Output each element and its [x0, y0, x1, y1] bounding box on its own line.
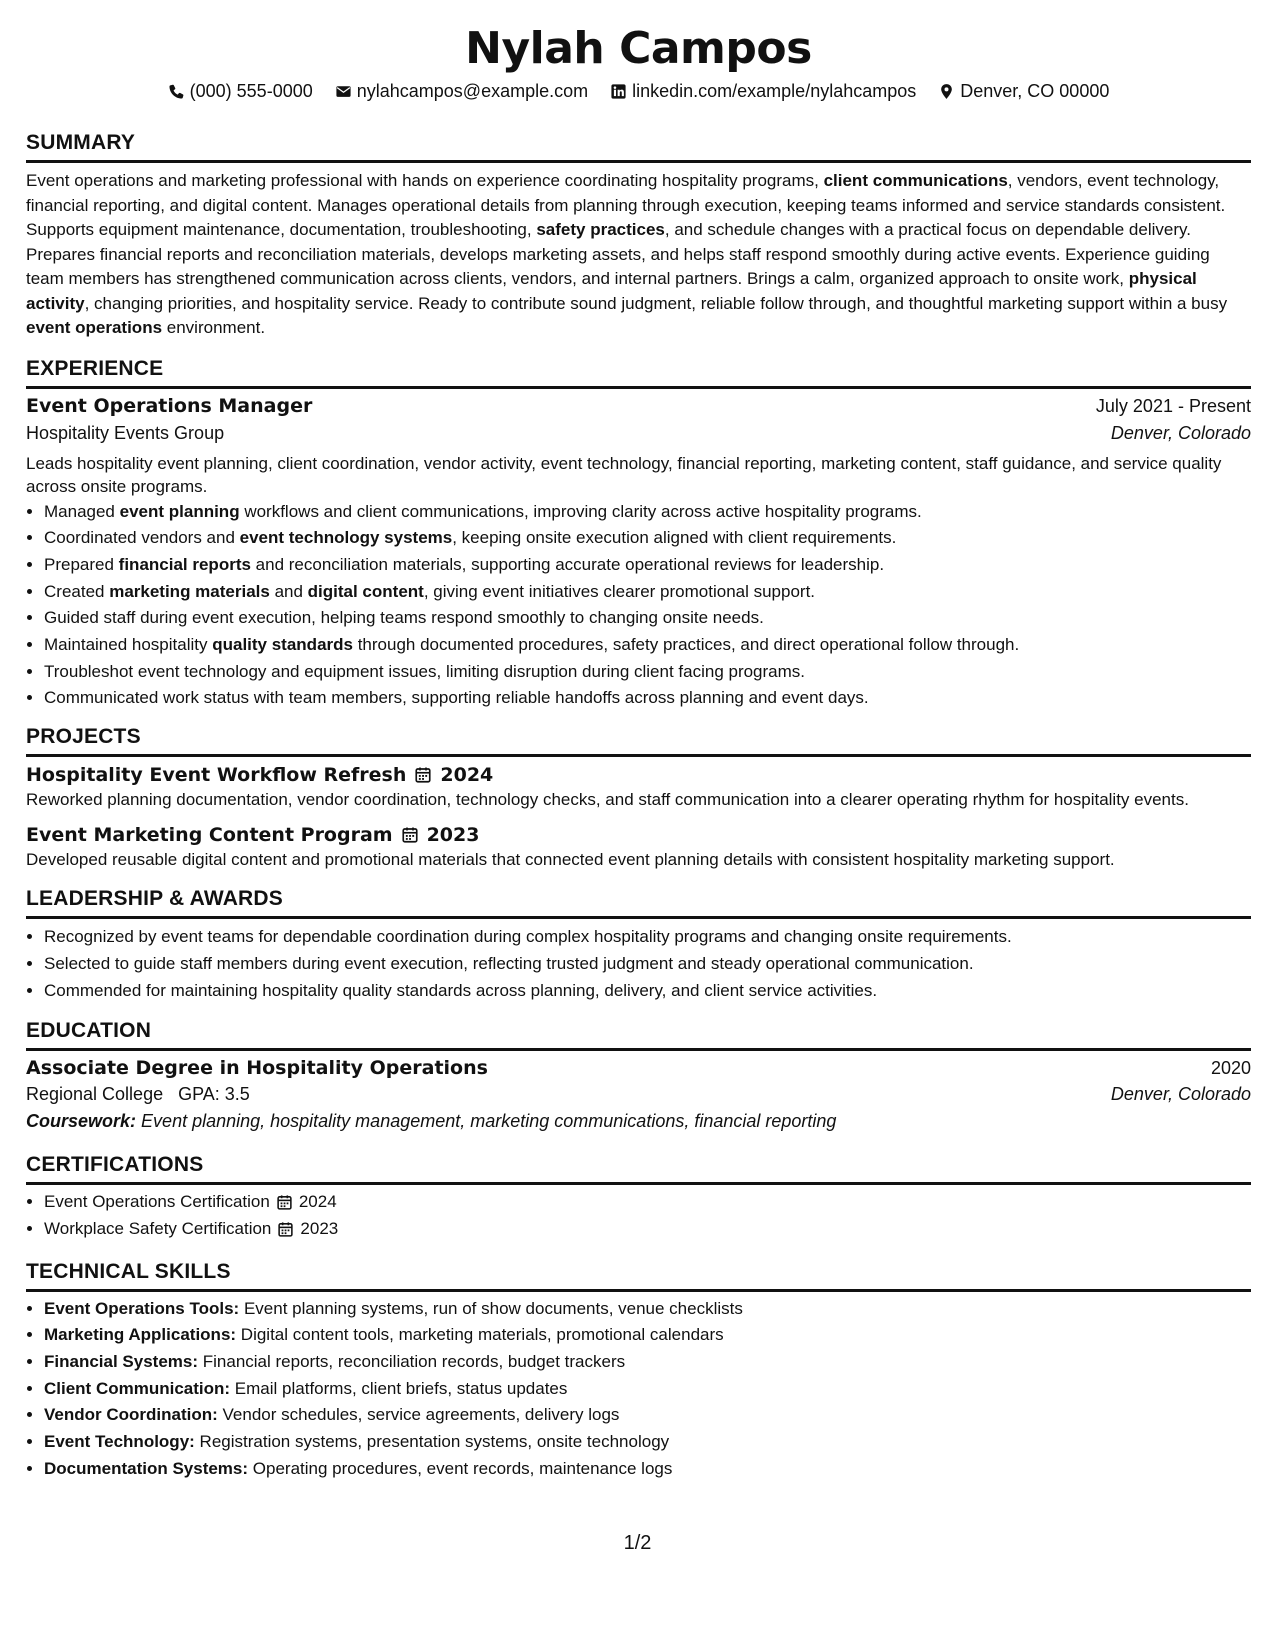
coursework	[26, 1111, 1251, 1132]
contact-phone[interactable]	[168, 80, 313, 102]
skill-item	[44, 1402, 1251, 1429]
section-title-certifications: CERTIFICATIONS	[26, 1152, 1251, 1185]
skill-value: Email platforms, client briefs, status updates	[234, 1378, 568, 1398]
skill-label: Financial Systems:	[44, 1352, 199, 1372]
certification-item	[44, 1216, 1251, 1243]
certification-list	[26, 1189, 1251, 1242]
skill-item	[44, 1429, 1251, 1456]
skill-value: Registration systems, presentation systems, onsite technology	[199, 1432, 670, 1452]
project-item	[26, 824, 1251, 873]
project-name: Hospitality Event Workflow Refresh	[26, 764, 407, 787]
leadership-section	[26, 886, 1251, 1004]
project-item	[26, 764, 1251, 812]
section-title-education: EDUCATION	[26, 1018, 1251, 1051]
calendar-icon	[414, 766, 432, 784]
education-subheader	[26, 1084, 1251, 1105]
skill-value: Event planning systems, run of show documents, venue checklists	[243, 1298, 743, 1318]
skill-item	[44, 1322, 1251, 1349]
section-title-leadership: LEADERSHIP & AWARDS	[26, 886, 1251, 919]
skill-value: Digital content tools, marketing materials, promotional calendars	[240, 1325, 724, 1345]
skill-item	[44, 1296, 1251, 1323]
project-description: Reworked planning documentation, vendor coordination, technology checks, and staff communication into a clearer operating rhythm for hospitality events.	[26, 790, 1189, 810]
page-number: 1/2	[623, 1532, 652, 1554]
company-name: Hospitality Events Group	[26, 422, 225, 443]
calendar-icon	[401, 826, 419, 844]
job-description: Leads hospitality event planning, client coordination, vendor activity, event technology, financial reporting, marketing content, staff guidance, and service quality across onsite programs.	[26, 453, 1222, 496]
degree-name: Associate Degree in Hospitality Operations	[26, 1057, 488, 1080]
summary-text: Event operations and marketing professional with hands on experience coordinating hospitality programs, client communications, vendors, event technology, financial reporting, and digital content. Manages operational details from planning through execution, keeping teams informed and service standards consistent. Supports equipment maintenance, documentation, troubleshooting, safety practices, and schedule changes with a practical focus on dependable delivery. Prepares financial reports and reconciliation materials, develops marketing assets, and helps staff respond smoothly during active events. Experience guiding team members has strengthened communication across clients, vendors, and internal partners. Brings a calm, organized approach to onsite work, physical activity, changing priorities, and hospitality service. Ready to contribute sound judgment, reliable follow through, and thoughtful marketing support within a busy event operations environment.	[26, 171, 1228, 337]
linkedin-icon	[610, 83, 627, 100]
skill-item	[44, 1456, 1251, 1483]
job-bullet: • Troubleshot event technology and equipment issues, limiting disruption during client facing programs.	[44, 659, 1251, 686]
skill-label: Vendor Coordination:	[44, 1405, 218, 1425]
skill-item	[44, 1376, 1251, 1403]
school-location: Denver, Colorado	[1110, 1084, 1251, 1105]
map-pin-icon	[938, 83, 955, 100]
list-item: • Selected to guide staff members during event execution, reflecting trusted judgment and steady operational communication.	[44, 951, 1251, 978]
certification-name: • Workplace Safety Certification	[44, 1218, 272, 1238]
contact-location	[938, 80, 1109, 102]
skill-label: Client Communication:	[44, 1378, 231, 1398]
school-info	[26, 1084, 250, 1105]
education-header	[26, 1057, 1251, 1079]
certifications-section	[26, 1152, 1251, 1242]
job-title: Event Operations Manager	[26, 394, 313, 417]
skill-label: Documentation Systems:	[44, 1458, 249, 1478]
list-item: • Commended for maintaining hospitality quality standards across planning, delivery, and client service activities.	[44, 978, 1251, 1005]
section-title-projects: PROJECTS	[26, 724, 1251, 757]
job-bullet: • Managed event planning workflows and client communications, improving clarity across active hospitality programs.	[44, 499, 1251, 526]
project-description: Developed reusable digital content and promotional materials that connected event planning details with consistent hospitality marketing support.	[26, 849, 1115, 869]
contact-bar	[26, 80, 1251, 102]
contact-email[interactable]	[335, 80, 588, 102]
skill-value: Financial reports, reconciliation records, budget trackers	[202, 1352, 626, 1372]
skills-section	[26, 1259, 1251, 1483]
skills-list	[26, 1296, 1251, 1483]
section-title-experience: EXPERIENCE	[26, 356, 1251, 389]
certification-item	[44, 1189, 1251, 1216]
summary-section	[26, 130, 1251, 341]
school-name: Regional College	[26, 1084, 164, 1105]
calendar-icon	[277, 1221, 294, 1238]
project-year: 2023	[426, 823, 480, 846]
certification-year: 2023	[300, 1218, 339, 1238]
coursework-label: Coursework:	[26, 1111, 137, 1132]
section-title-summary: SUMMARY	[26, 130, 1251, 163]
job-bullet: • Coordinated vendors and event technology systems, keeping onsite execution aligned with client requirements.	[44, 525, 1251, 552]
certification-year: 2024	[298, 1192, 337, 1212]
location-text: Denver, CO 00000	[960, 81, 1110, 101]
certification-name: • Event Operations Certification	[44, 1192, 270, 1212]
skill-label: Event Operations Tools:	[44, 1298, 240, 1318]
section-title-skills: TECHNICAL SKILLS	[26, 1259, 1251, 1292]
job-bullet: • Prepared financial reports and reconciliation materials, supporting accurate operational reviews for leadership.	[44, 552, 1251, 579]
job-bullet: • Guided staff during event execution, helping teams respond smoothly to changing onsite needs.	[44, 605, 1251, 632]
phone-text: (000) 555-0000	[189, 81, 313, 101]
skill-value: Vendor schedules, service agreements, delivery logs	[222, 1405, 620, 1425]
contact-linkedin[interactable]	[610, 80, 916, 102]
skill-item	[44, 1349, 1251, 1376]
project-name: Event Marketing Content Program	[26, 823, 393, 846]
resume-page	[26, 22, 1251, 1483]
gpa: GPA: 3.5	[178, 1084, 250, 1105]
phone-icon	[168, 83, 185, 100]
candidate-name: Nylah Campos	[465, 23, 812, 74]
job-dates: July 2021 - Present	[1095, 395, 1251, 416]
linkedin-text: linkedin.com/example/nylahcampos	[632, 81, 917, 101]
calendar-icon	[276, 1194, 293, 1211]
skill-label: Event Technology:	[44, 1432, 195, 1452]
job-bullet: • Created marketing materials and digital content, giving event initiatives clearer promotional support.	[44, 579, 1251, 606]
email-text: nylahcampos@example.com	[356, 81, 589, 101]
skill-label: Marketing Applications:	[44, 1325, 237, 1345]
job-header	[26, 395, 1251, 417]
envelope-icon	[335, 83, 352, 100]
education-section	[26, 1018, 1251, 1132]
project-year: 2024	[440, 764, 494, 787]
projects-section	[26, 724, 1251, 872]
leadership-bullets	[26, 924, 1251, 1004]
job-subheader	[26, 423, 1251, 444]
job-bullet: • Maintained hospitality quality standards through documented procedures, safety practices, and direct operational follow through.	[44, 632, 1251, 659]
graduation-year: 2020	[1210, 1058, 1251, 1079]
job-location: Denver, Colorado	[1110, 422, 1251, 443]
list-item: • Recognized by event teams for dependable coordination during complex hospitality programs and changing onsite requirements.	[44, 924, 1251, 951]
skill-value: Operating procedures, event records, maintenance logs	[252, 1458, 673, 1478]
coursework-text: Event planning, hospitality management, marketing communications, financial reporting	[141, 1111, 837, 1132]
job-bullets	[26, 499, 1251, 713]
job-bullet: • Communicated work status with team members, supporting reliable handoffs across planning and event days.	[44, 685, 1251, 712]
experience-section	[26, 356, 1251, 713]
